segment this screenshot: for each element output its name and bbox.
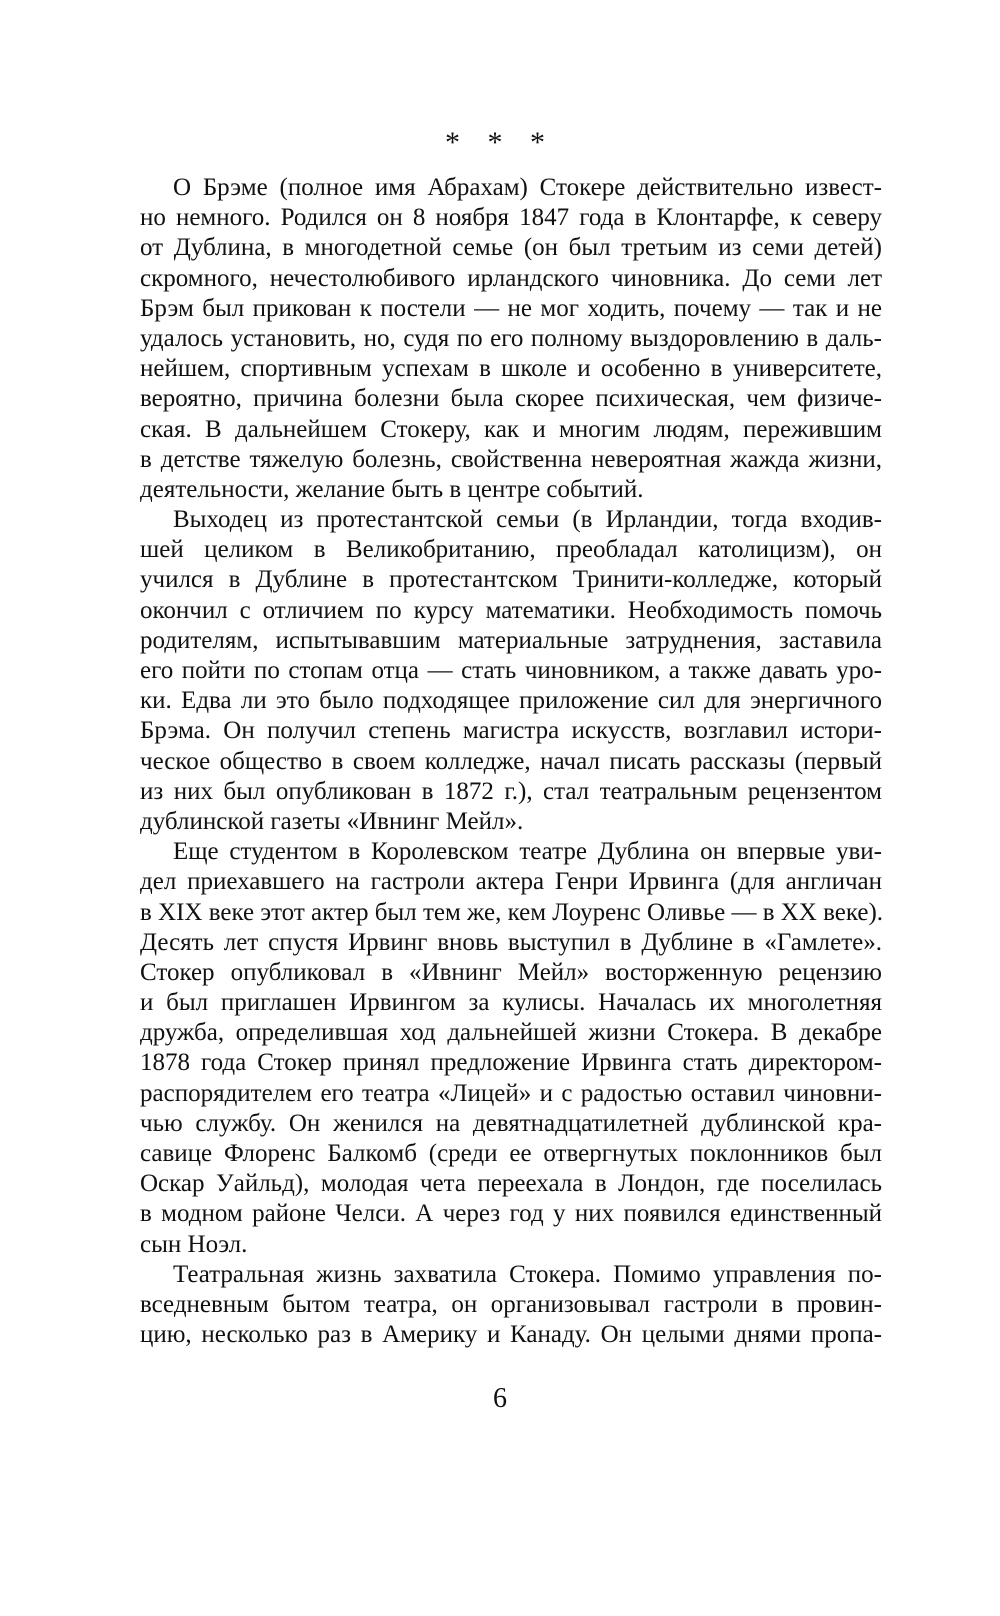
text-line: Еще студентом в Королевском театре Дублина он впервые уви- [173,838,882,866]
text-line: но немного. Родился он 8 ноября 1847 года в Клонтарфе, к северу [140,204,882,232]
text-line: Выходец из протестантской семьи (в Ирландии, тогда входив- [173,506,882,534]
paragraph [140,505,882,837]
text-line: распорядителем его театра «Лицей» и с радостью оставил чиновни- [140,1079,882,1107]
text-line: савице Флоренс Балкомб (среди ее отвергнутых поклонников был [140,1140,882,1167]
text-line: в модном районе Челси. А через год у них появился единственный [140,1200,882,1228]
text-line: Театральная жизнь захватила Стокера. Помимо управления по- [173,1260,882,1288]
text-line: от Дублина, в многодетной семье (он был третьим из семи детей) [140,234,882,262]
text-line: деятельности, желание быть в центре событий. [140,475,644,503]
text-line: сын Ноэл. [140,1230,248,1258]
section-separator: * * * [445,126,555,159]
text-line: Стокер опубликовал в «Ивнинг Мейл» восторженную рецензию [140,958,882,986]
text-line: учился в Дублине в протестантском Тринити-колледже, который [140,566,882,594]
text-line: дел приехавшего на гастроли актера Генри Ирвинга (для англичан [140,868,882,896]
paragraph [140,173,882,505]
text-line: и был приглашен Ирвингом за кулисы. Началась их многолетняя [140,989,882,1017]
text-line: в XIX веке этот актер был тем же, кем Лоуренс Оливье — в XX веке). [140,898,884,926]
text-line: Брэм был прикован к постели — не мог ходить, почему — так и не [140,294,882,322]
text-line: его пойти по стопам отца — стать чиновником, а также давать уро- [140,657,882,684]
text-line: дружба, определившая ход дальнейшей жизни Стокера. В декабре [140,1019,882,1047]
text-line: ская. В дальнейшем Стокеру, как и многим людям, пережившим [140,415,882,443]
text-line: ки. Едва ли это было подходящее приложение сил для энергичного [140,687,882,715]
text-line: вседневным бытом театра, он организовывал гастроли в провин- [140,1290,882,1318]
text-line: нейшем, спортивным успехам в школе и особенно в университете, [140,355,882,383]
text-line: в детстве тяжелую болезнь, свойственна невероятная жажда жизни, [140,445,882,473]
text-line: родителям, испытывавшим материальные затруднения, заставила [140,626,882,654]
text-line: вероятно, причина болезни была скорее психическая, чем физиче- [140,385,882,413]
text-line: из них был опубликован в 1872 г.), стал театральным рецензентом [140,777,882,805]
text-line: чью службу. Он женился на девятнадцатилетней дублинской кра- [140,1109,882,1137]
paragraph [140,1260,882,1351]
text-line: шей целиком в Великобританию, преобладал католицизм), он [140,536,882,564]
page-number: 6 [493,1383,507,1414]
text-line: удалось установить, но, судя по его полному выздоровлению в даль- [140,324,882,352]
text-line: Оскар Уайльд), молодая чета переехала в Лондон, где поселилась [140,1170,882,1198]
text-line: Брэма. Он получил степень магистра искусств, возглавил истори- [140,717,882,745]
text-line: О Брэме (полное имя Абрахам) Стокере действительно извест- [173,174,882,201]
text-line: Десять лет спустя Ирвинг вновь выступил в Дублине в «Гамлете». [140,928,882,956]
text-line: дублинской газеты «Ивнинг Мейл». [140,807,524,835]
text-line: цию, несколько раз в Америку и Канаду. Он целыми днями пропа- [140,1321,882,1349]
text-line: ческое общество в своем колледже, начал писать рассказы (первый [140,747,882,775]
text-line: окончил с отличием по курсу математики. Необходимость помочь [140,596,882,624]
body-text [140,173,882,1350]
text-line: 1878 года Стокер принял предложение Ирвинга стать директором- [140,1049,882,1077]
text-line: скромного, нечестолюбивого ирландского чиновника. До семи лет [140,264,882,292]
paragraph [140,837,882,1260]
